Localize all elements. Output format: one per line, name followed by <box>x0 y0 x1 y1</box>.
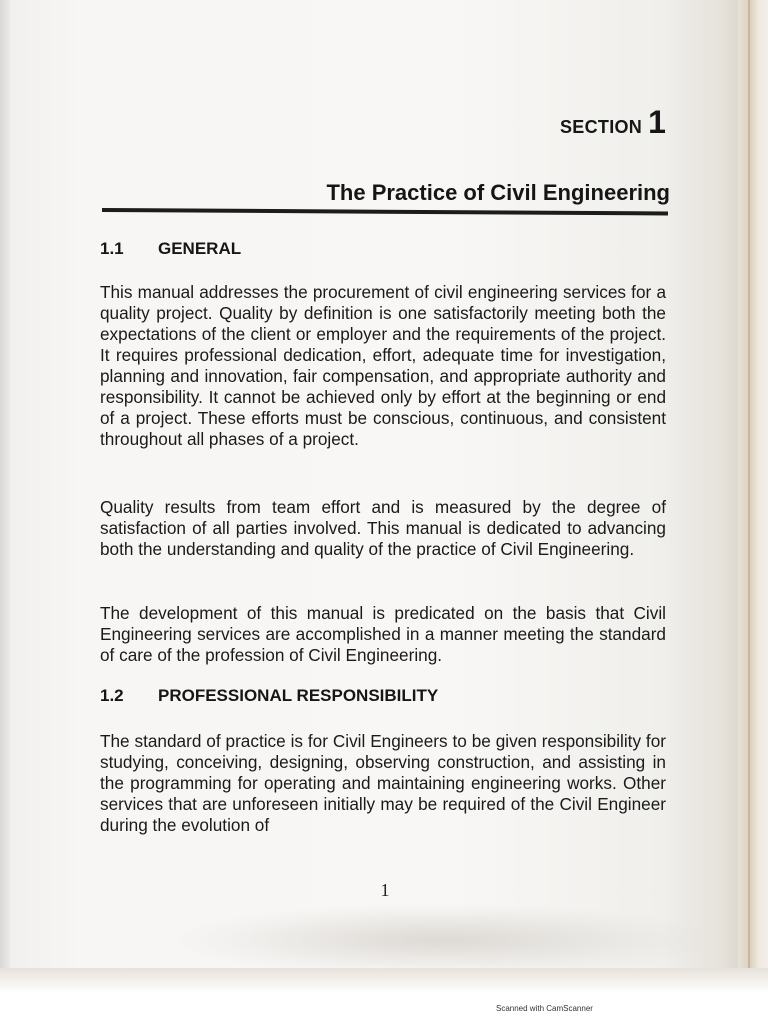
scanner-watermark: Scanned with CamScanner <box>496 1004 593 1013</box>
chapter-title: The Practice of Civil Engineering <box>326 180 670 205</box>
section-word: SECTION <box>560 117 643 137</box>
page-shadow <box>180 905 700 975</box>
binding-edge-line <box>748 0 750 1000</box>
book-binding <box>738 0 768 1024</box>
paragraph-responsibility-1: The standard of practice is for Civil Engineers to be given responsibility for studying, conceiving, designing, observing construction, and assisting in the programming for operating and maintaining engineering works. Other services that are unforeseen initially may be required of the Civil Engineer during the evolution of <box>100 731 666 835</box>
paragraph-general-1: This manual addresses the procurement of civil engineering services for a quality project. Quality by definition is one satisfactorily meeting both the expectations of the client or employer and the requirements of the project. It requires professional dedication, effort, adequate time for investigation, planning and innovation, fair compensation, and appropriate authority and responsibility. It cannot be achieved only by effort at the beginning or end of a project. These efforts must be conscious, continuous, and consistent throughout all phases of a project. <box>100 282 666 449</box>
scan-bottom-margin <box>0 968 768 1024</box>
paragraph-general-2: Quality results from team effort and is measured by the degree of satisfaction of all parties involved. This manual is dedicated to advancing both the understanding and quality of the practice of Civil Engineering. <box>100 497 666 559</box>
section-number: 1 <box>648 104 666 140</box>
heading-number: 1.1 <box>100 239 124 258</box>
heading-text: PROFESSIONAL RESPONSIBILITY <box>158 686 439 705</box>
heading-number: 1.2 <box>100 686 124 705</box>
heading-text: GENERAL <box>158 239 242 258</box>
paragraph-general-3: The development of this manual is predicated on the basis that Civil Engineering services are accomplished in a manner meeting the standard of care of the profession of Civil Engineering. <box>100 603 666 665</box>
page-number: 1 <box>380 880 390 900</box>
section-label <box>560 104 666 141</box>
heading-1-1 <box>100 239 241 259</box>
heading-1-2 <box>100 686 438 706</box>
